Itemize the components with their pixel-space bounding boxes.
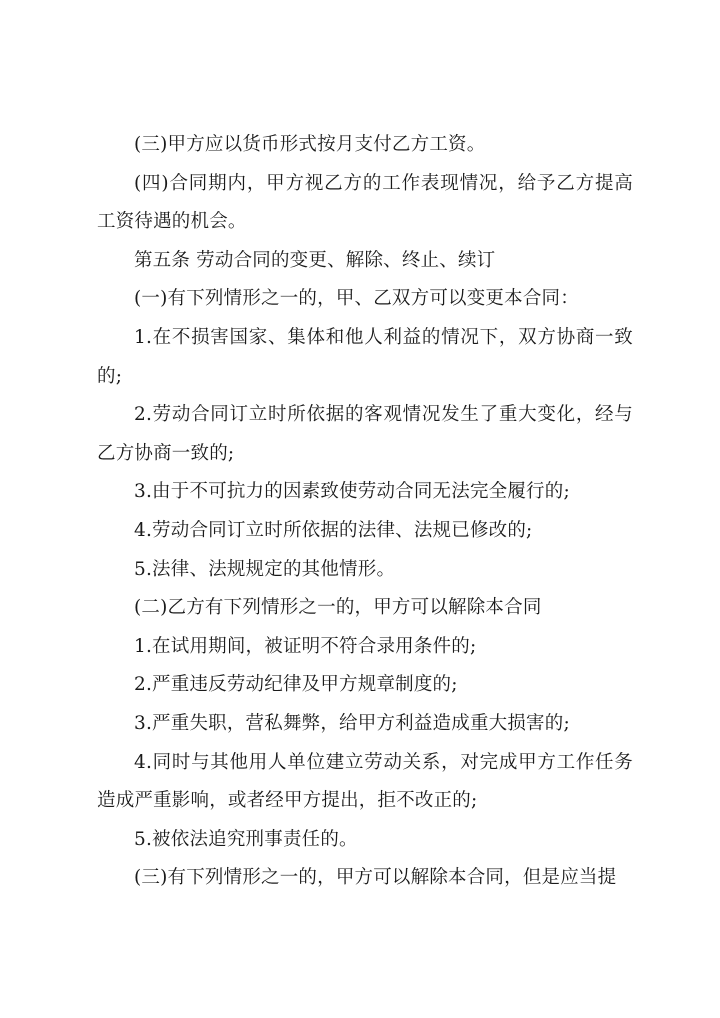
list-item-termination-3: 3.严重失职，营私舞弊，给甲方利益造成重大损害的; (134, 712, 570, 734)
paragraph-payment-method: (三)甲方应以货币形式按月支付乙方工资。 (134, 134, 486, 155)
list-item-termination-4: 4.同时与其他用人单位建立劳动关系，对完成甲方工作任务造成严重影响，或者经甲方提出，拒不改正的; (97, 751, 633, 812)
list-item-change-3: 3.由于不可抗力的因素致使劳动合同无法完全履行的; (134, 481, 570, 503)
list-item-termination-2: 2.严重违反劳动纪律及甲方规章制度的; (134, 674, 458, 696)
list-item-change-5: 5.法律、法规规定的其他情形。 (134, 558, 396, 580)
list-item-change-1: 1.在不损害国家、集体和他人利益的情况下，双方协商一致的; (97, 326, 633, 387)
list-item-termination-1: 1.在试用期间，被证明不符合录用条件的; (134, 635, 477, 657)
paragraph-termination-with-notice: (三)有下列情形之一的，甲方可以解除本合同，但是应当提 (134, 867, 617, 889)
document-body (97, 126, 633, 898)
list-item-termination-5: 5.被依法追究刑事责任的。 (134, 828, 358, 850)
paragraph-termination-by-employer: (二)乙方有下列情形之一的，甲方可以解除本合同 (134, 597, 542, 619)
paragraph-change-conditions: (一)有下列情形之一的，甲、乙双方可以变更本合同： (134, 288, 579, 310)
article-five-heading: 第五条 劳动合同的变更、解除、终止、续订 (134, 249, 496, 271)
paragraph-salary-raise: (四)合同期内，甲方视乙方的工作表现情况，给予乙方提高工资待遇的机会。 (97, 172, 633, 233)
list-item-change-4: 4.劳动合同订立时所依据的法律、法规已修改的; (134, 519, 533, 541)
list-item-change-2: 2.劳动合同订立时所依据的客观情况发生了重大变化，经与乙方协商一致的; (97, 404, 633, 464)
